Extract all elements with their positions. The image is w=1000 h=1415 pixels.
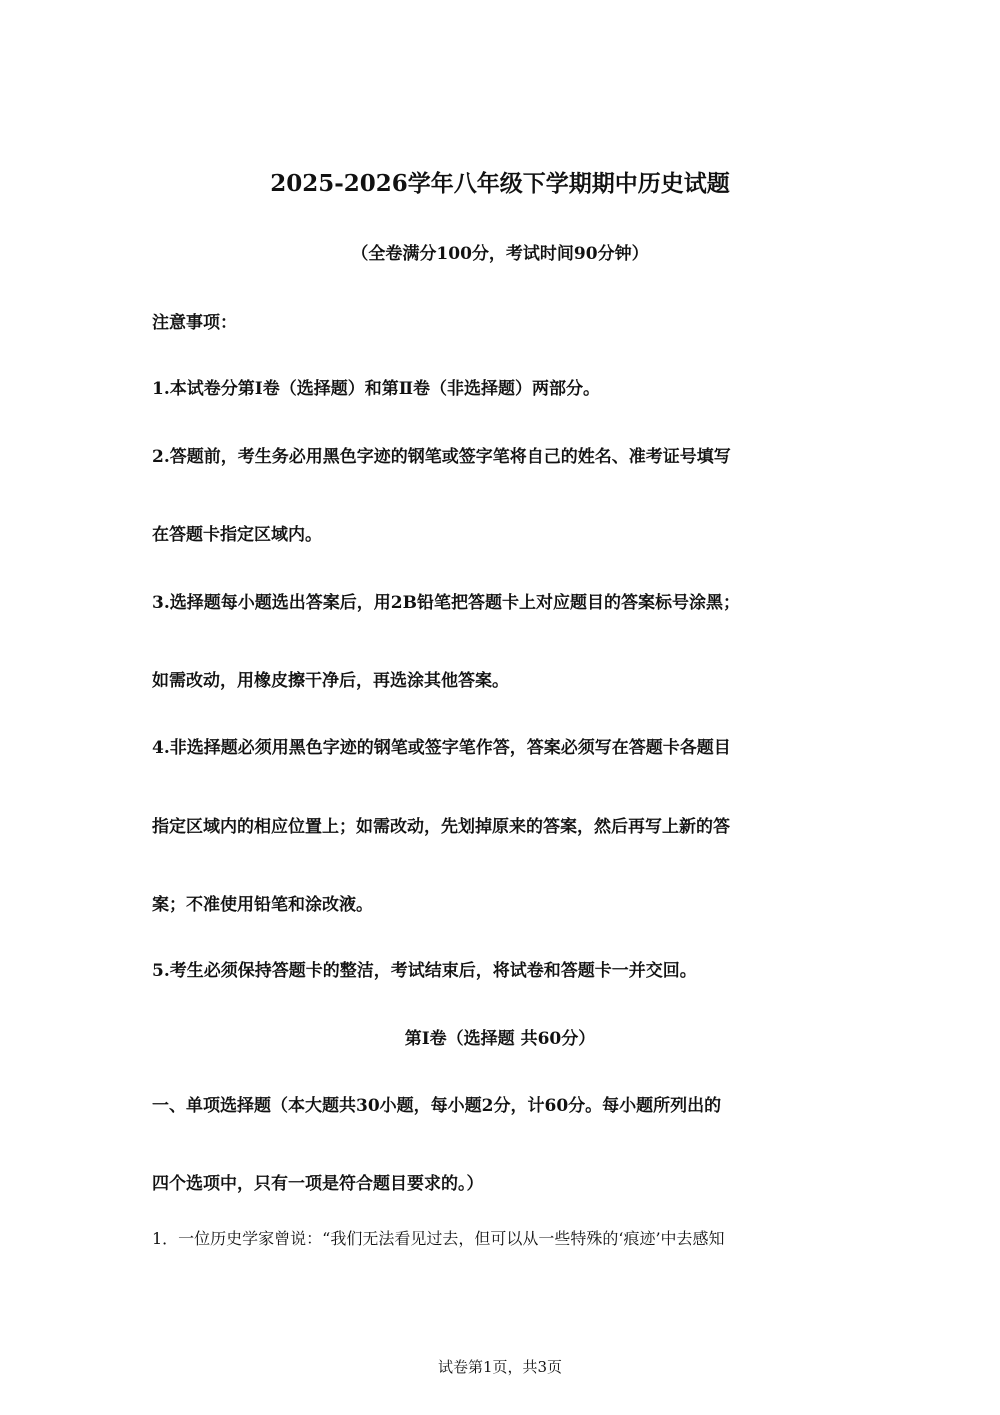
exam-subtitle: （全卷满分100分，考试时间90分钟） (351, 244, 649, 264)
note-line: 2.答题前，考生务必用黑色字迹的钢笔或签字笔将自己的姓名、准考证号填写 (152, 447, 731, 467)
question-text: 1．一位历史学家曾说：“我们无法看见过去，但可以从一些特殊的‘痕迹’中去感知 (152, 1229, 725, 1248)
note-line: 如需改动，用橡皮擦干净后，再选涂其他答案。 (152, 671, 509, 691)
notes-heading: 注意事项： (152, 313, 237, 333)
note-line: 3.选择题每小题选出答案后，用2B铅笔把答题卡上对应题目的答案标号涂黑； (152, 593, 740, 613)
note-line: 4.非选择题必须用黑色字迹的钢笔或签字笔作答，答案必须写在答题卡各题目 (152, 738, 731, 758)
note-line: 1.本试卷分第Ⅰ卷（选择题）和第Ⅱ卷（非选择题）两部分。 (152, 379, 601, 399)
part-heading: 一、单项选择题（本大题共30小题，每小题2分，计60分。每小题所列出的 (152, 1096, 722, 1116)
section-title: 第Ⅰ卷（选择题 共60分） (404, 1029, 596, 1049)
note-line: 指定区域内的相应位置上；如需改动，先划掉原来的答案，然后再写上新的答 (152, 817, 730, 837)
part-heading: 四个选项中，只有一项是符合题目要求的。） (152, 1174, 484, 1194)
page-footer: 试卷第1页，共3页 (437, 1358, 563, 1376)
note-line: 在答题卡指定区域内。 (152, 525, 322, 545)
exam-title: 2025-2026学年八年级下学期期中历史试题 (270, 170, 730, 197)
note-line: 案；不准使用铅笔和涂改液。 (152, 895, 373, 915)
note-line: 5.考生必须保持答题卡的整洁，考试结束后，将试卷和答题卡一并交回。 (152, 961, 697, 981)
